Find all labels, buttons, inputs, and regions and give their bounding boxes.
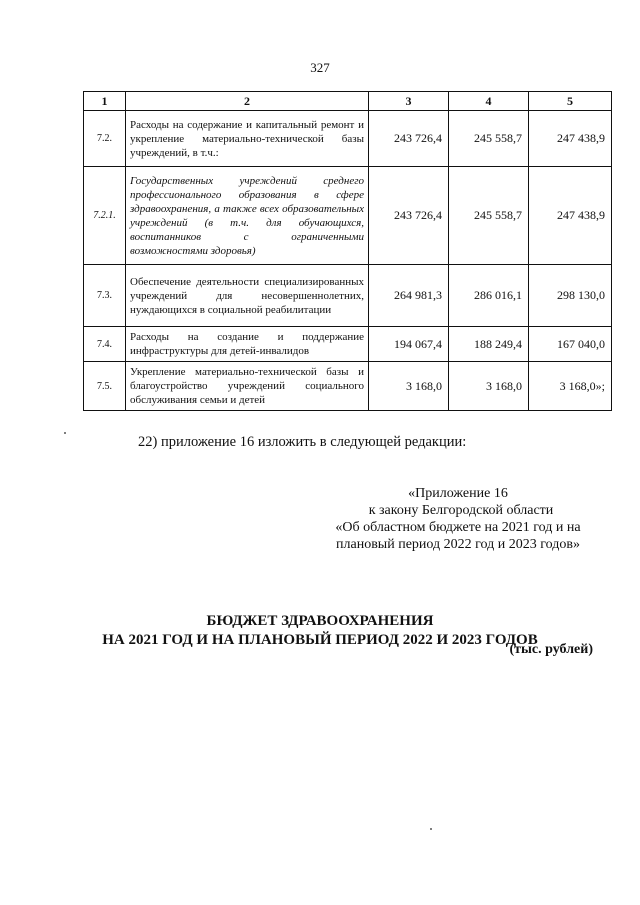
table-row bbox=[84, 167, 612, 265]
table-row bbox=[84, 111, 612, 167]
value-2021: 194 067,4 bbox=[369, 327, 449, 362]
value-2022: 286 016,1 bbox=[449, 265, 529, 327]
row-description: Укрепление материально-технической базы и благоустройство учреждений социального обслуживания семьи и детей bbox=[126, 362, 369, 411]
value-2023: 247 438,9 bbox=[529, 111, 612, 167]
table-header-row bbox=[84, 92, 612, 111]
value-2023: 247 438,9 bbox=[529, 167, 612, 265]
row-description: Расходы на содержание и капитальный ремонт и укрепление материально-технической базы учреждений, в т.ч.: bbox=[126, 111, 369, 167]
annex-line-1: «Приложение 16 bbox=[408, 486, 508, 501]
value-2021: 243 726,4 bbox=[369, 167, 449, 265]
value-2022: 3 168,0 bbox=[449, 362, 529, 411]
value-2021: 264 981,3 bbox=[369, 265, 449, 327]
row-number: 7.5. bbox=[84, 362, 126, 411]
table-row bbox=[84, 265, 612, 327]
annex-line-3: «Об областном бюджете на 2021 год и на bbox=[335, 520, 581, 535]
table-row bbox=[84, 362, 612, 411]
value-2021: 243 726,4 bbox=[369, 111, 449, 167]
row-description: Государственных учреждений среднего профессионального образования в сфере здравоохранения, а также всех образовательных учреждений (в т.ч. для обучающихся, воспитанников с ограниченными возможностями здоровья) bbox=[126, 167, 369, 265]
annex-line-2: к закону Белгородской области bbox=[368, 503, 554, 518]
header-col-5: 5 bbox=[529, 92, 612, 111]
scan-speck bbox=[64, 432, 66, 434]
value-2023: 298 130,0 bbox=[529, 265, 612, 327]
row-description: Расходы на создание и поддержание инфраструктуры для детей-инвалидов bbox=[126, 327, 369, 362]
header-col-1: 1 bbox=[84, 92, 126, 111]
row-number: 7.3. bbox=[84, 265, 126, 327]
title-line-1: БЮДЖЕТ ЗДРАВООХРАНЕНИЯ bbox=[206, 613, 434, 629]
row-number: 7.2. bbox=[84, 111, 126, 167]
value-2022: 245 558,7 bbox=[449, 167, 529, 265]
budget-table bbox=[83, 91, 612, 411]
annex-line-4: плановый период 2022 год и 2023 годов» bbox=[336, 537, 580, 552]
row-number: 7.4. bbox=[84, 327, 126, 362]
row-description: Обеспечение деятельности специализированных учреждений для несовершеннолетних, нуждающихся в социальной реабилитации bbox=[126, 265, 369, 327]
value-2022: 245 558,7 bbox=[449, 111, 529, 167]
amendment-text: 22) приложение 16 изложить в следующей редакции: bbox=[138, 434, 467, 450]
row-number: 7.2.1. bbox=[84, 167, 126, 265]
value-2023: 3 168,0»; bbox=[529, 362, 612, 411]
value-2022: 188 249,4 bbox=[449, 327, 529, 362]
header-col-2: 2 bbox=[126, 92, 369, 111]
header-col-4: 4 bbox=[449, 92, 529, 111]
units-label: (тыс. рублей) bbox=[509, 642, 593, 657]
page-number: 327 bbox=[310, 60, 330, 75]
title-line-2: НА 2021 ГОД И НА ПЛАНОВЫЙ ПЕРИОД 2022 И 2023 ГОДОВ bbox=[102, 632, 538, 648]
value-2021: 3 168,0 bbox=[369, 362, 449, 411]
scan-speck bbox=[430, 828, 432, 830]
annex-header bbox=[318, 485, 598, 553]
table-row bbox=[84, 327, 612, 362]
header-col-3: 3 bbox=[369, 92, 449, 111]
value-2023: 167 040,0 bbox=[529, 327, 612, 362]
